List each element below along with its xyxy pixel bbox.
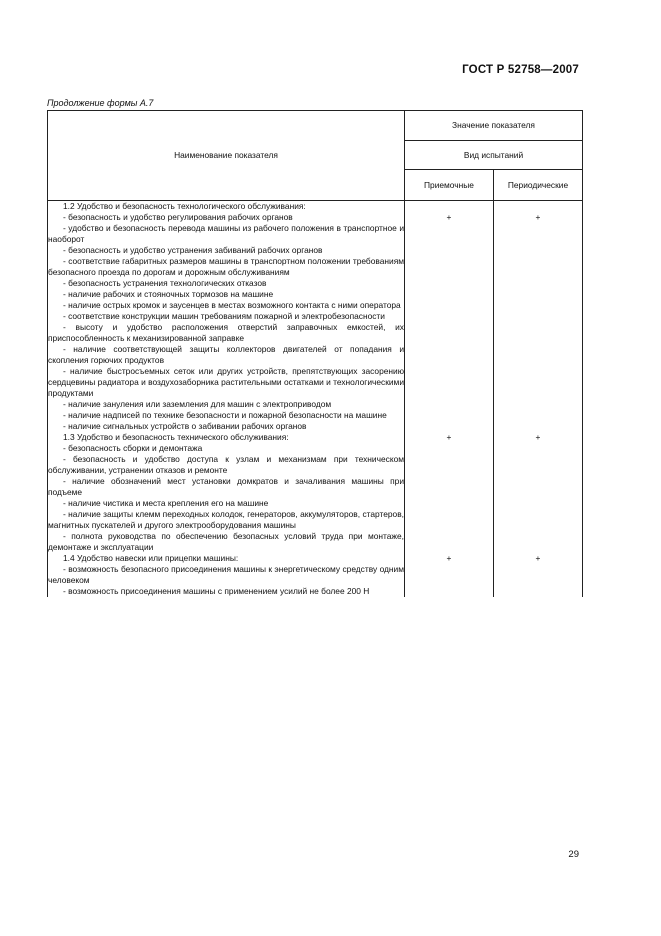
periodic-mark: +: [494, 553, 583, 564]
indicator-text: - соответствие конструкции машин требованиям пожарной и электробезопасности: [48, 311, 405, 322]
periodic-mark: [494, 399, 583, 410]
header-indicator-name: Наименование показателя: [48, 111, 405, 201]
periodic-mark: +: [494, 212, 583, 223]
acceptance-mark: [405, 564, 494, 586]
acceptance-mark: [405, 509, 494, 531]
periodic-mark: [494, 223, 583, 245]
periodic-mark: [494, 366, 583, 399]
indicator-text: - безопасность и удобство доступа к узлам и механизмам при техническом обслуживании, устранении отказов и ремонте: [48, 454, 404, 475]
table-caption: Продолжение формы А.7: [47, 98, 154, 108]
indicator-text: - возможность присоединения машины с применением усилий не более 200 Н: [48, 586, 405, 597]
table-row: [48, 454, 583, 476]
table-row: [48, 399, 583, 410]
table-row: [48, 311, 583, 322]
periodic-mark: [494, 476, 583, 498]
indicator-text: - безопасность и удобство устранения забиваний рабочих органов: [48, 245, 405, 256]
table-row: [48, 432, 583, 443]
indicator-text: - полнота руководства по обеспечению безопасных условий труда при монтаже, демонтаже и эксплуатации: [48, 531, 404, 552]
periodic-mark: [494, 289, 583, 300]
acceptance-mark: [405, 289, 494, 300]
periodic-mark: [494, 410, 583, 421]
indicator-text: - соответствие габаритных размеров машины в транспортном положении требованиям безопасного проезда по дорогам и дорожным обслуживаниям: [48, 256, 404, 277]
acceptance-mark: [405, 322, 494, 344]
table-row: [48, 223, 583, 245]
acceptance-mark: [405, 586, 494, 597]
periodic-mark: [494, 531, 583, 553]
periodic-mark: [494, 245, 583, 256]
table-row: [48, 256, 583, 278]
standard-number: ГОСТ Р 52758—2007: [462, 64, 579, 76]
periodic-mark: [494, 509, 583, 531]
periodic-mark: [494, 278, 583, 289]
header-acceptance: Приемочные: [405, 170, 494, 201]
indicator-text: - удобство и безопасность перевода машины из рабочего положения в транспортное и наоборот: [48, 223, 404, 244]
periodic-mark: [494, 344, 583, 366]
table-row: [48, 509, 583, 531]
indicator-text: 1.3 Удобство и безопасность технического обслуживания:: [48, 432, 405, 443]
table-row: [48, 553, 583, 564]
table-row: [48, 289, 583, 300]
indicator-text: - наличие защиты клемм переходных колодок, генераторов, аккумуляторов, стартеров, магнитных пускателей и другого электрооборудования машины: [48, 509, 404, 530]
acceptance-mark: [405, 498, 494, 509]
table-row: [48, 476, 583, 498]
acceptance-mark: [405, 223, 494, 245]
header-periodic: Периодические: [494, 170, 583, 201]
page-number: 29: [568, 849, 579, 860]
acceptance-mark: [405, 256, 494, 278]
acceptance-mark: [405, 300, 494, 311]
acceptance-mark: +: [405, 432, 494, 443]
indicator-text: 1.2 Удобство и безопасность технологического обслуживания:: [48, 201, 405, 213]
indicator-text: - наличие зануления или заземления для машин с электроприводом: [48, 399, 405, 410]
indicator-text: - наличие сигнальных устройств о забивании рабочих органов: [48, 421, 405, 432]
indicator-text: - безопасность и удобство регулирования рабочих органов: [48, 212, 405, 223]
table-row: [48, 366, 583, 399]
acceptance-mark: [405, 476, 494, 498]
acceptance-mark: [405, 366, 494, 399]
indicator-text: 1.4 Удобство навески или прицепки машины:: [48, 553, 405, 564]
table-row: [48, 300, 583, 311]
periodic-mark: [494, 564, 583, 586]
indicator-text: - наличие обозначений мест установки домкратов и зачаливания машины при подъеме: [48, 476, 404, 497]
indicator-text: - наличие чистика и места крепления его на машине: [48, 498, 405, 509]
indicator-text: - наличие надписей по технике безопасности и пожарной безопасности на машине: [48, 410, 405, 421]
acceptance-mark: +: [405, 553, 494, 564]
table-row: [48, 564, 583, 586]
acceptance-mark: +: [405, 212, 494, 223]
periodic-mark: [494, 586, 583, 597]
indicator-text: - безопасность устранения технологических отказов: [48, 278, 405, 289]
periodic-mark: [494, 443, 583, 454]
indicator-text: - наличие острых кромок и заусенцев в местах возможного контакта с ними оператора: [48, 300, 405, 311]
table-row: [48, 410, 583, 421]
periodic-mark: [494, 421, 583, 432]
periodic-mark: [494, 498, 583, 509]
acceptance-mark: [405, 531, 494, 553]
table-row: [48, 531, 583, 553]
acceptance-mark: [405, 410, 494, 421]
table-row: [48, 421, 583, 432]
table-row: [48, 278, 583, 289]
indicator-text: - возможность безопасного присоединения машины к энергетическому средству одним человеком: [48, 564, 404, 585]
periodic-mark: [494, 311, 583, 322]
acceptance-mark: [405, 201, 494, 213]
acceptance-mark: [405, 399, 494, 410]
indicator-text: - наличие быстросъемных сеток или других устройств, препятствующих засорению сердцевины радиатора и воздухозаборника растительными остатками и технологическими продуктами: [48, 366, 404, 398]
acceptance-mark: [405, 443, 494, 454]
table-row: [48, 344, 583, 366]
table-row: [48, 443, 583, 454]
periodic-mark: [494, 201, 583, 213]
acceptance-mark: [405, 421, 494, 432]
table-row: [48, 201, 583, 213]
table-row: [48, 322, 583, 344]
indicator-text: - безопасность сборки и демонтажа: [48, 443, 405, 454]
periodic-mark: [494, 300, 583, 311]
periodic-mark: +: [494, 432, 583, 443]
indicator-text: - наличие соответствующей защиты коллекторов двигателей от попадания и скопления горючих продуктов: [48, 344, 404, 365]
table-row: [48, 212, 583, 223]
acceptance-mark: [405, 311, 494, 322]
table-row: [48, 498, 583, 509]
periodic-mark: [494, 454, 583, 476]
acceptance-mark: [405, 278, 494, 289]
header-indicator-value: Значение показателя: [405, 111, 583, 141]
indicators-table: [47, 110, 583, 597]
acceptance-mark: [405, 245, 494, 256]
acceptance-mark: [405, 454, 494, 476]
periodic-mark: [494, 322, 583, 344]
periodic-mark: [494, 256, 583, 278]
acceptance-mark: [405, 344, 494, 366]
indicator-text: - наличие рабочих и стояночных тормозов на машине: [48, 289, 405, 300]
header-test-type: Вид испытаний: [405, 141, 583, 170]
indicator-text: - высоту и удобство расположения отверстий заправочных емкостей, их приспособленность к механизированной заправке: [48, 322, 404, 343]
table-row: [48, 586, 583, 597]
table-row: [48, 245, 583, 256]
